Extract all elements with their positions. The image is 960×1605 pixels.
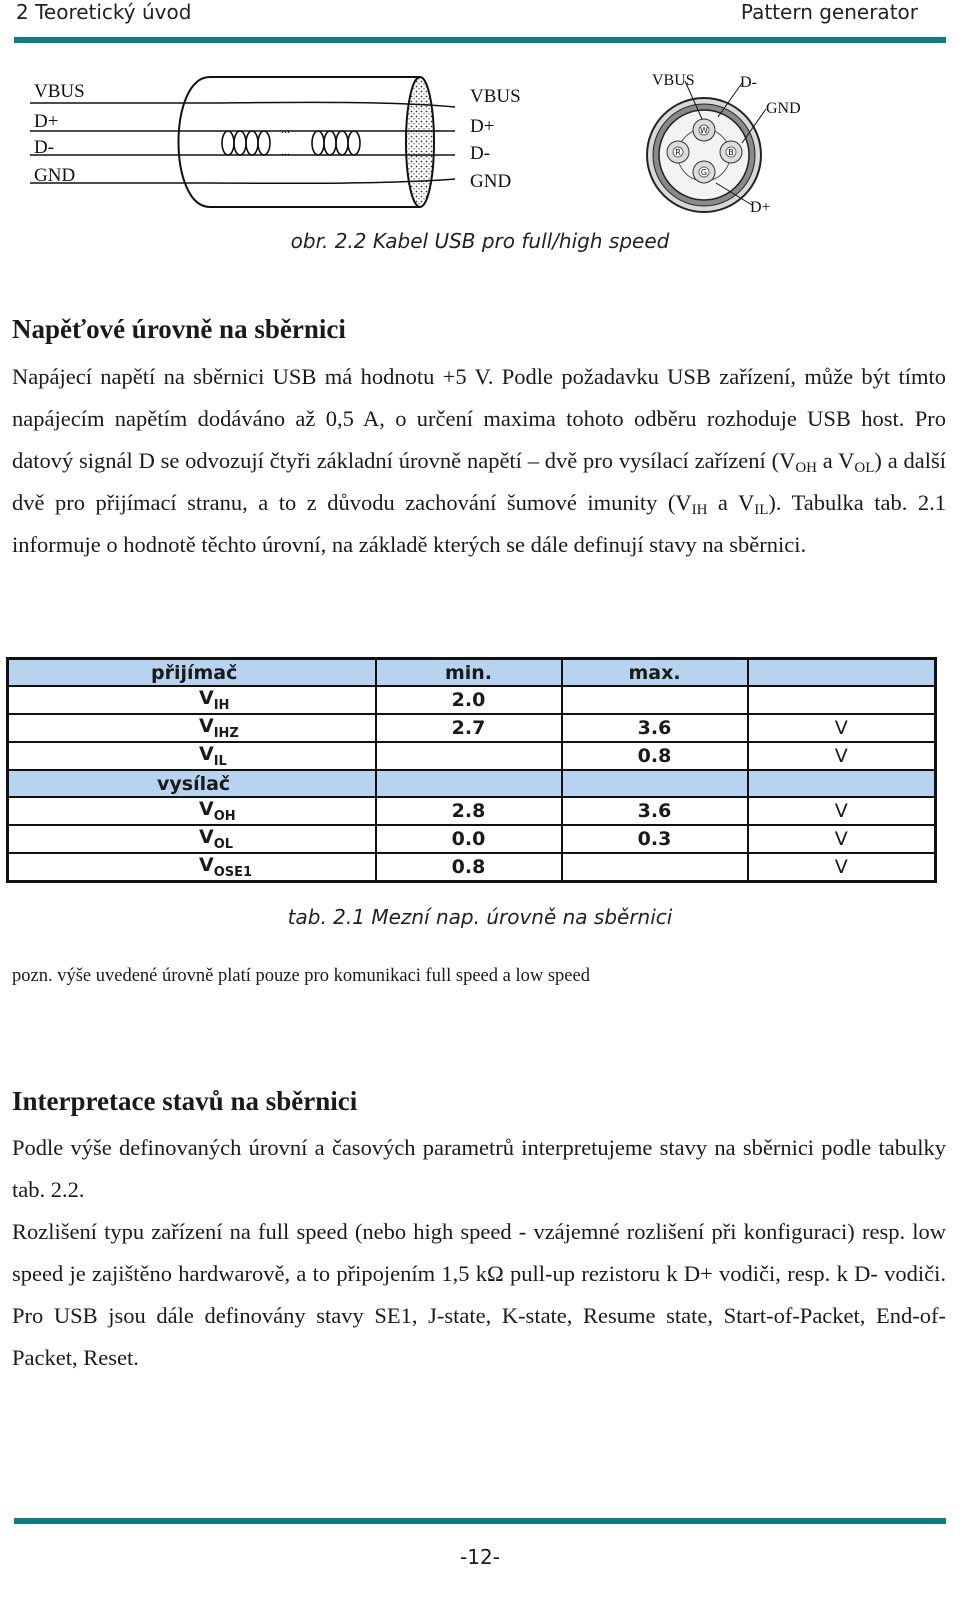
wire-letter-b: B: [728, 148, 734, 157]
receiver-label: přijímač: [151, 661, 238, 684]
col-max: max.: [562, 659, 748, 687]
fig-right-gnd: GND: [470, 171, 512, 192]
table-row: $V_{OSE1}$ 0.8 V: [8, 853, 936, 882]
transmitter-label: vysílač: [157, 772, 231, 795]
fig-right-vbus: VBUS: [470, 86, 521, 107]
table-row: $V_{OL}$ 0.0 0.3 V: [8, 825, 936, 853]
wire-letter-w: W: [700, 126, 708, 135]
xsec-vbus: VBUS: [652, 72, 695, 89]
page-number: -12-: [460, 1545, 500, 1569]
header-title: Pattern generator: [740, 0, 918, 24]
twisted-pair-coil-icon: [222, 131, 360, 155]
col-min: min.: [376, 659, 562, 687]
fig-right-dplus: D+: [470, 116, 495, 137]
fig-right-dminus: D-: [470, 143, 491, 164]
table-caption: tab. 2.1 Mezní nap. úrovně na sběrnici: [287, 905, 673, 929]
fig-left-dplus: D+: [34, 111, 59, 132]
usb-cable-figure: [0, 55, 960, 225]
fig-left-vbus: VBUS: [34, 81, 85, 102]
section-heading-states: Interpretace stavů na sběrnici: [12, 1086, 358, 1116]
table-section-row: [8, 770, 936, 797]
xsec-gnd: GND: [766, 100, 801, 117]
table-row: $V_{IL}$ 0.8 V: [8, 742, 936, 770]
states-paragraph-1: Podle výše definovaných úrovní a časových parametrů interpretujeme stavy na sběrnici podle tabulky tab. 2.2.: [12, 1135, 946, 1202]
levels-paragraph: Napájecí napětí na sběrnici USB má hodnotu +5 V. Podle požadavku USB zařízení, může být tímto napájecím napětím dodáváno až 0,5 A, o určení maxima tohoto odběru rozhoduje USB host. Pro datový signál D se odvozují čtyři základní úrovně napětí – dvě pro vysílací zařízení ($V_{OH}$ a $V_{OL}$) a další dvě pro přijímací stranu, a to z důvodu zachování šumové imunity ($V_{IH}$ a $V_{IL}$). Tabulka tab. 2.1 informuje o hodnotě těchto úrovní, na základě kterých se dále definují stavy na sběrnici.: [12, 364, 946, 557]
xsec-dminus: D-: [740, 74, 757, 91]
fig-dots-bottom: ...: [281, 144, 290, 158]
xsec-dplus: D+: [750, 199, 771, 216]
fig-left-dminus: D-: [34, 137, 55, 158]
wire-letter-r: R: [675, 148, 681, 157]
fig-left-gnd: GND: [34, 165, 76, 186]
footer-rule: [14, 1518, 946, 1524]
section-heading-levels: Napěťové úrovně na sběrnici: [12, 314, 346, 344]
cable-end-icon: [406, 77, 434, 207]
usb-cross-section-icon: [647, 81, 766, 212]
figure-caption: obr. 2.2 Kabel USB pro full/high speed: [290, 229, 670, 253]
table-row: $V_{IH}$ 2.0: [8, 686, 936, 714]
header-chapter: 2 Teoretický úvod: [16, 0, 192, 24]
fig-dots-top: ...: [281, 122, 290, 136]
table-row: $V_{IHZ}$ 2.7 3.6 V: [8, 714, 936, 742]
table-header-row: [8, 659, 936, 687]
wire-letter-g: G: [700, 168, 708, 177]
levels-note: pozn. výše uvedené úrovně platí pouze pro komunikaci full speed a low speed: [12, 966, 590, 986]
header-rule: [14, 37, 946, 43]
table-row: $V_{OH}$ 2.8 3.6 V: [8, 797, 936, 825]
states-paragraph-2: Rozlišení typu zařízení na full speed (nebo high speed - vzájemné rozlišení při konfiguraci) resp. low speed je zajištěno hardwarově, a to připojením 1,5 kΩ pull-up rezistoru k D+ vodiči, resp. k D- vodiči. Pro USB jsou dále definovány stavy SE1, J-state, K-state, Resume state, Start-of-Packet, End-of-Packet, Reset.: [12, 1219, 946, 1370]
voltage-levels-table: [6, 657, 937, 883]
